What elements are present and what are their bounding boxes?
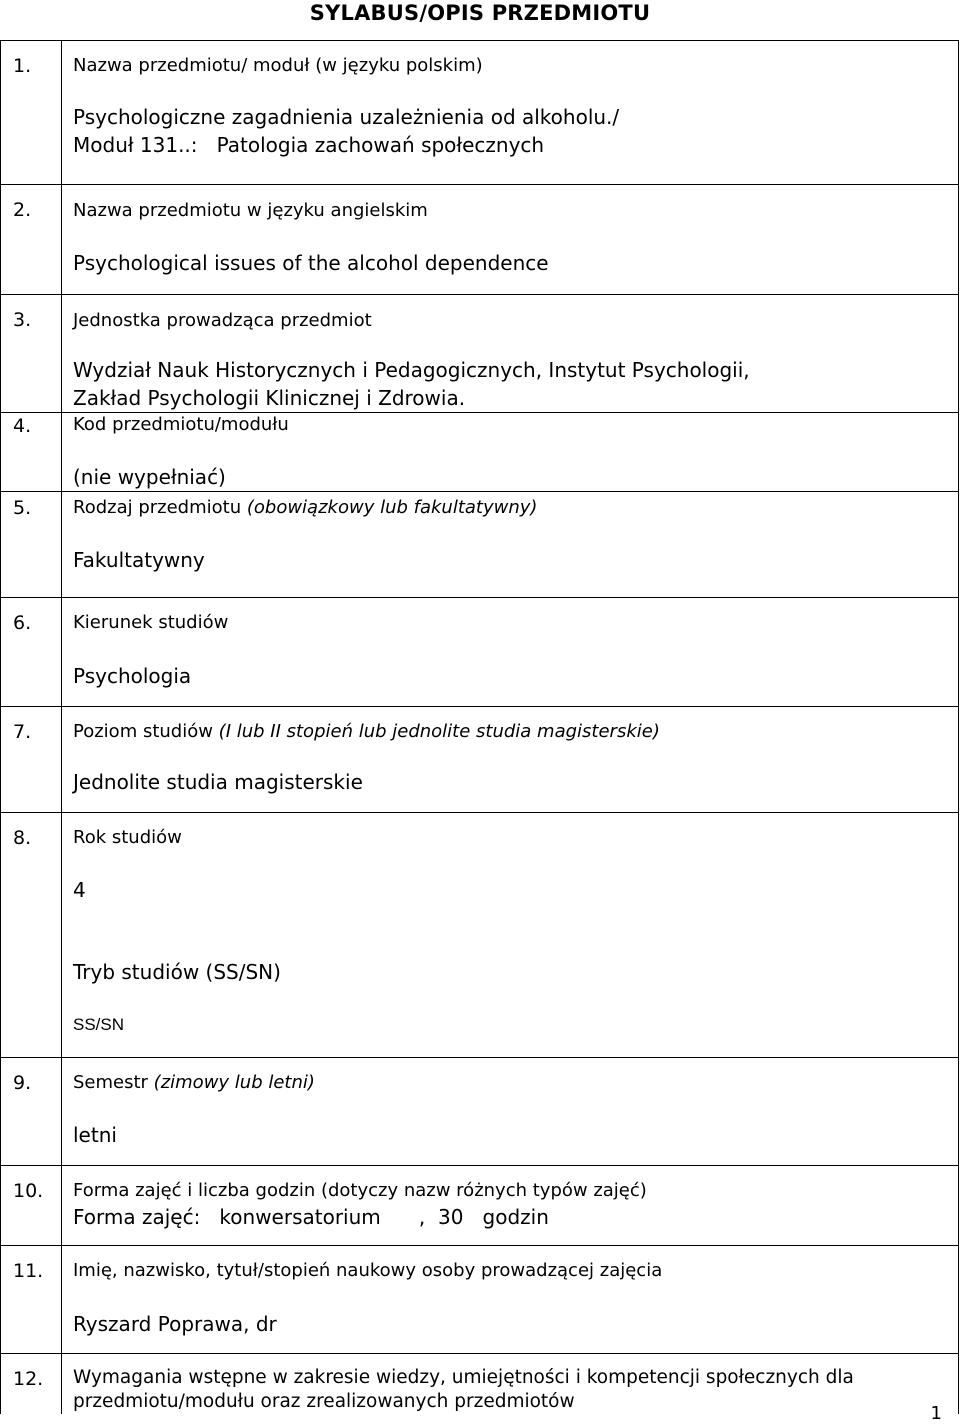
document-title: SYLABUS/OPIS PRZEDMIOTU [309, 1, 651, 25]
field-value: Zakład Psychologii Klinicznej i Zdrowia. [73, 386, 466, 410]
field-label: Nazwa przedmiotu/ moduł (w języku polskim) [73, 55, 483, 76]
table-row [1, 41, 959, 185]
field-sub-label: Tryb studiów (SS/SN) [73, 960, 281, 984]
field-label: przedmiotu/modułu oraz zrealizowanych przedmiotów [73, 1391, 575, 1412]
field-label: Jednostka prowadząca przedmiot [73, 310, 372, 331]
table-row [1, 185, 959, 295]
field-value: Psychological issues of the alcohol dependence [73, 251, 549, 275]
table-row [1, 1166, 959, 1246]
row-number: 10. [13, 1180, 44, 1202]
table-row [1, 813, 959, 1058]
table-row [1, 413, 959, 492]
field-label: Nazwa przedmiotu w języku angielskim [73, 200, 428, 221]
row-number: 2. [13, 199, 32, 221]
field-value: Ryszard Poprawa, dr [73, 1312, 277, 1336]
table-row [1, 295, 959, 413]
field-value: Wydział Nauk Historycznych i Pedagogicznych, Instytut Psychologii, [73, 358, 750, 382]
field-value: Fakultatywny [73, 548, 205, 572]
field-label: Kierunek studiów [73, 612, 229, 633]
table-row [1, 1246, 959, 1354]
field-label: Imię, nazwisko, tytuł/stopień naukowy osoby prowadzącej zajęcia [73, 1260, 663, 1281]
table-row [1, 1058, 959, 1166]
field-sub-value: SS/SN [73, 1015, 125, 1034]
row-number: 5. [13, 497, 32, 519]
row-number: 7. [13, 721, 32, 743]
table-row [1, 1354, 959, 1415]
row-number: 11. [13, 1260, 44, 1282]
field-label: Forma zajęć i liczba godzin (dotyczy nazw różnych typów zajęć) [73, 1180, 647, 1201]
row-number: 12. [13, 1368, 44, 1390]
field-value: Moduł 131..: Patologia zachowań społecznych [73, 133, 545, 157]
field-label: Kod przedmiotu/modułu [73, 414, 289, 435]
table-row [1, 707, 959, 813]
field-value: (nie wypełniać) [73, 465, 226, 489]
field-value: Forma zajęć: konwersatorium , 30 godzin [73, 1205, 549, 1229]
field-label: Semestr (zimowy lub letni) [73, 1072, 315, 1093]
field-value: Jednolite studia magisterskie [73, 770, 363, 794]
row-number: 1. [13, 55, 32, 77]
row-number: 3. [13, 309, 32, 331]
row-number: 8. [13, 827, 32, 849]
page-number: 1 [930, 1403, 942, 1424]
table-row [1, 492, 959, 598]
row-number: 9. [13, 1072, 32, 1094]
field-label: Rodzaj przedmiotu (obowiązkowy lub fakultatywny) [73, 497, 538, 518]
table-row [1, 598, 959, 707]
field-value: Psychologia [73, 664, 192, 688]
syllabus-table [0, 40, 959, 1414]
field-label: Wymagania wstępne w zakresie wiedzy, umiejętności i kompetencji społecznych dla [73, 1367, 854, 1388]
field-label: Rok studiów [73, 827, 182, 848]
field-value: 4 [73, 878, 86, 902]
field-value: letni [73, 1123, 117, 1147]
row-number: 6. [13, 612, 32, 634]
field-label: Poziom studiów (I lub II stopień lub jednolite studia magisterskie) [73, 721, 660, 742]
row-number: 4. [13, 415, 32, 437]
field-value: Psychologiczne zagadnienia uzależnienia od alkoholu./ [73, 105, 620, 129]
